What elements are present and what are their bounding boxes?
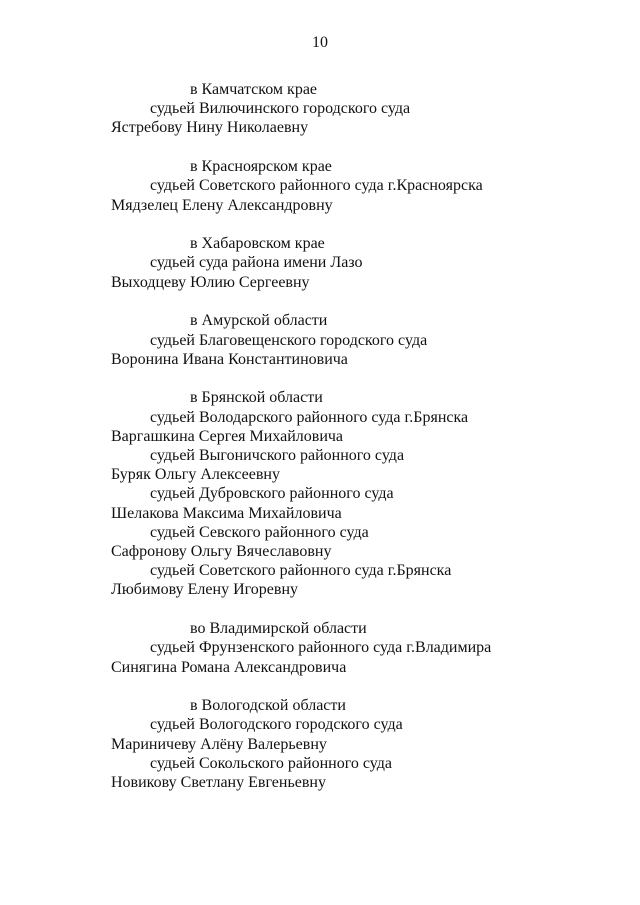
region-section-khabarovsk xyxy=(0,234,640,292)
judge-name: Ястребову Нину Николаевну xyxy=(111,119,309,137)
judge-position: судьей Вологодского городского суда xyxy=(150,716,403,734)
region-section-krasnoyarsk xyxy=(0,157,640,215)
judge-position: судьей Выгоничского районного суда xyxy=(150,447,405,465)
region-section-vladimir xyxy=(0,619,640,677)
page-number: 10 xyxy=(312,34,328,51)
region-heading: в Брянской области xyxy=(190,389,323,407)
judge-position: судьей Сокольского районного суда xyxy=(150,754,392,772)
judge-name: Шелакова Максима Михайловича xyxy=(111,504,342,522)
judge-name: Любимову Елену Игоревну xyxy=(111,581,298,599)
region-heading: в Красноярском крае xyxy=(190,158,332,176)
judge-position: судьей Советского районного суда г.Красноярска xyxy=(150,177,483,195)
judge-name: Синягина Романа Александровича xyxy=(111,658,347,676)
region-section-bryansk xyxy=(0,388,640,599)
region-heading: в Камчатском крае xyxy=(190,81,318,98)
region-heading: в Амурской области xyxy=(190,312,328,330)
document-body xyxy=(0,80,640,812)
region-heading: во Владимирской области xyxy=(190,620,367,638)
judge-position: судьей Благовещенского городского суда xyxy=(150,331,428,349)
judge-position: судьей Севского районного суда xyxy=(150,523,369,541)
judge-position: судьей Советского районного суда г.Брянска xyxy=(150,562,452,580)
judge-name: Буряк Ольгу Алексеевну xyxy=(111,466,280,484)
judge-name: Выходцеву Юлию Сергеевну xyxy=(111,273,310,291)
judge-name: Варгашкина Сергея Михайловича xyxy=(111,427,344,445)
region-section-amur xyxy=(0,311,640,369)
region-heading: в Вологодской области xyxy=(190,697,346,715)
region-section-vologda xyxy=(0,696,640,792)
judge-name: Сафронову Ольгу Вячеславовну xyxy=(111,543,332,561)
judge-position: судьей Володарского районного суда г.Брянска xyxy=(150,408,469,426)
judge-name: Мядзелец Елену Александровну xyxy=(111,196,333,214)
judge-position: судьей Фрунзенского районного суда г.Владимира xyxy=(150,639,492,657)
judge-name: Мариничеву Алёну Валерьевну xyxy=(111,735,327,753)
region-section-kamchatka xyxy=(0,80,640,138)
judge-position: судьей Вилючинского городского суда xyxy=(150,100,411,118)
judge-position: судьей Дубровского районного суда xyxy=(150,485,394,503)
judge-name: Воронина Ивана Константиновича xyxy=(111,350,348,368)
judge-name: Новикову Светлану Евгеньевну xyxy=(111,774,326,792)
judge-position: судьей суда района имени Лазо xyxy=(150,254,363,272)
region-heading: в Хабаровском крае xyxy=(190,235,325,253)
